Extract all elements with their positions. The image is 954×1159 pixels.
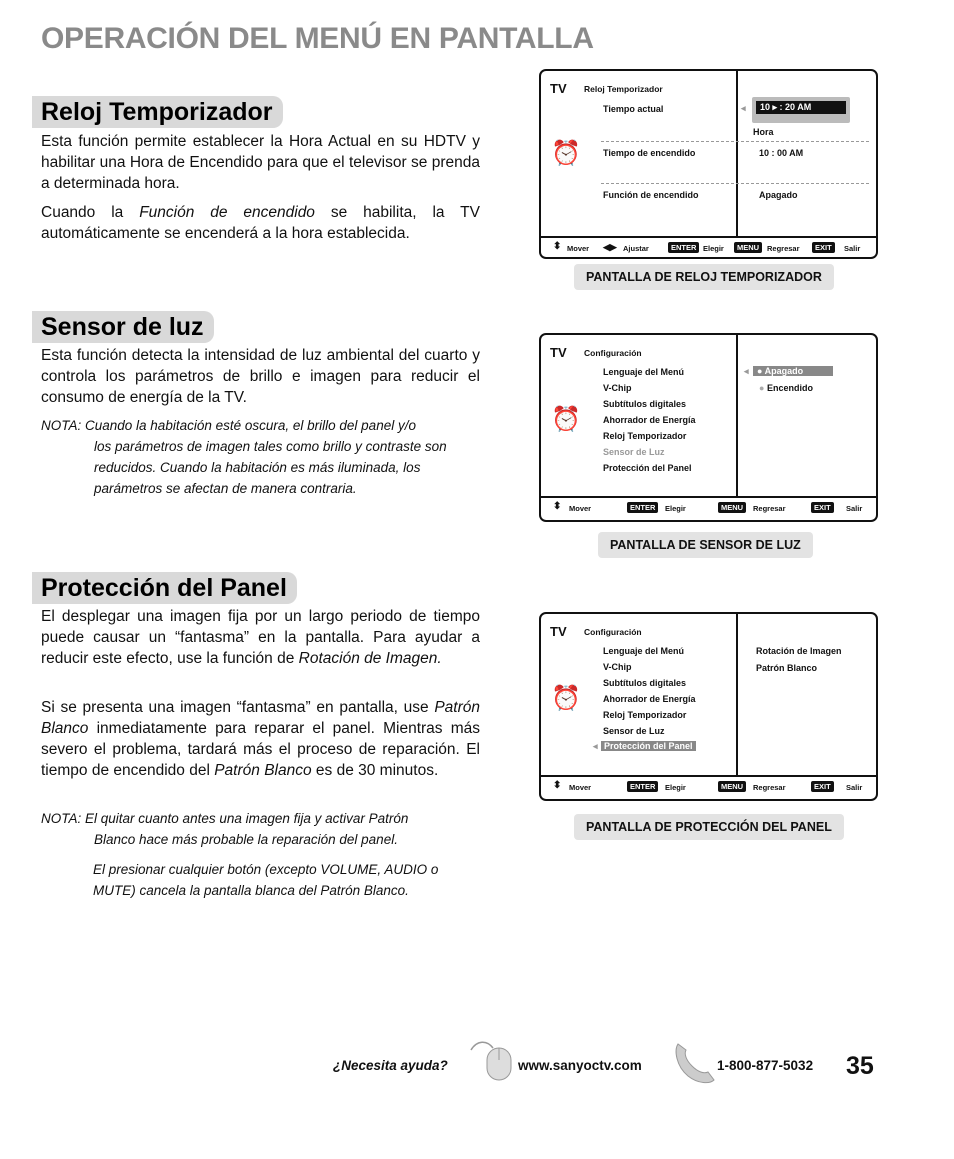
tv-label: TV [550,624,567,639]
option-apagado[interactable]: ● Apagado [753,366,833,376]
sensor-note-cont: los parámetros de imagen tales como brillo y contraste son reducidos. Cuando la habitación es más iluminada, los parámetros se afectan de manera contraria. [94,439,447,496]
footer-salir: Salir [844,244,861,253]
menu-item-proteccion[interactable]: Protección del Panel [601,741,696,751]
menu-item-ahorrador[interactable]: Ahorrador de Energía [603,694,696,704]
enter-key[interactable]: ENTER [668,242,699,253]
footer-mover: Mover [567,244,590,253]
tv-label: TV [550,345,567,360]
page-number: 35 [846,1052,874,1080]
menu-item-sensor[interactable]: Sensor de Luz [603,726,665,736]
caption-sensor: PANTALLA DE SENSOR DE LUZ [598,532,813,558]
footer-regresar: Regresar [753,783,786,792]
menu-key[interactable]: MENU [718,781,746,792]
updown-icon: ⬍ [553,241,562,252]
enter-key[interactable]: ENTER [627,502,658,513]
left-arrow-icon: ◂ [593,741,598,751]
hora-label: Hora [753,127,774,137]
footer-regresar: Regresar [753,504,786,513]
footer-salir: Salir [846,504,863,513]
proteccion-paragraph-2: Si se presenta una imagen “fantasma” en pantalla, use Patrón Blanco inmediatamente para reparar el panel. Mientras más severo el problema, tardará más el proceso de reparación. El tiempo de encendido del Patrón Blanco es de 30 minutos. [41,699,480,779]
row-value-funcion-encendido: Apagado [759,190,798,200]
phone-number: 1-800-877-5032 [717,1058,814,1073]
screen-sensor-de-luz [539,333,878,522]
section-heading-reloj: Reloj Temporizador [32,96,283,128]
footer-mover: Mover [569,504,592,513]
menu-item-lenguaje[interactable]: Lenguaje del Menú [603,646,685,656]
option-rotacion[interactable]: Rotación de Imagen [756,646,842,656]
proteccion-paragraph-1: El desplegar una imagen fija por un largo periodo de tiempo puede causar un “fantasma” en la pantalla. Para ayudar a reducir este efecto, use la función de Rotación de Imagen. [41,608,480,667]
website-link[interactable]: www.sanyoctv.com [518,1058,642,1073]
updown-icon: ⬍ [553,501,562,512]
divider [601,183,869,184]
divider [736,335,738,497]
menu-key[interactable]: MENU [718,502,746,513]
footer-regresar: Regresar [767,244,800,253]
row-value-tiempo-encendido: 10 : 00 AM [759,148,804,158]
left-arrow-icon: ◂ [744,366,749,376]
help-text: ¿Necesita ayuda? [333,1058,448,1073]
menu-item-reloj[interactable]: Reloj Temporizador [603,710,687,720]
footer-elegir: Elegir [665,504,686,513]
screen-reloj-temporizador [539,69,878,259]
menu-item-subtitulos[interactable]: Subtítulos digitales [603,399,687,409]
phone-icon [672,1040,716,1086]
menu-item-subtitulos[interactable]: Subtítulos digitales [603,678,687,688]
menu-item-ahorrador[interactable]: Ahorrador de Energía [603,415,696,425]
tv-label: TV [550,81,567,96]
clock-mascot-icon: ⏰ [551,685,581,712]
page-title: OPERACIÓN DEL MENÚ EN PANTALLA [41,22,594,55]
menu-key[interactable]: MENU [734,242,762,253]
clock-mascot-icon: ⏰ [551,406,581,433]
menu-title: Configuración [584,627,642,637]
clock-mascot-icon: ⏰ [551,140,581,167]
menu-item-vchip[interactable]: V-Chip [603,662,632,672]
sensor-paragraph-1: Esta función detecta la intensidad de luz ambiental del cuarto y controla los parámetros de brillo e imagen para reducir el consumo de energía de la TV. [41,347,480,406]
mouse-icon [469,1038,515,1084]
exit-key[interactable]: EXIT [812,242,835,253]
reloj-paragraph-2: Cuando la Función de encendido se habilita, la TV automáticamente se encenderá a la hora establecida. [41,204,480,242]
menu-title: Configuración [584,348,642,358]
divider [541,496,876,498]
proteccion-note-cont: Blanco hace más probable la reparación del panel. [94,832,398,847]
menu-title: Reloj Temporizador [584,84,663,94]
exit-key[interactable]: EXIT [811,502,834,513]
footer-mover: Mover [569,783,592,792]
caption-proteccion: PANTALLA DE PROTECCIÓN DEL PANEL [574,814,844,840]
option-patron-blanco[interactable]: Patrón Blanco [756,663,818,673]
menu-item-lenguaje[interactable]: Lenguaje del Menú [603,367,685,377]
row-label-funcion-encendido[interactable]: Función de encendido [603,190,699,200]
divider [736,71,738,237]
updown-icon: ⬍ [553,780,562,791]
left-arrow-icon: ◂ [741,103,746,113]
footer-elegir: Elegir [703,244,724,253]
menu-item-sensor[interactable]: Sensor de Luz [603,447,665,457]
menu-item-reloj[interactable]: Reloj Temporizador [603,431,687,441]
sensor-note: NOTA: Cuando la habitación esté oscura, el brillo del panel y/o [41,418,416,433]
divider [541,775,876,777]
divider [736,614,738,776]
option-encendido[interactable]: ● Encendido [759,383,813,393]
footer-ajustar: Ajustar [623,244,649,253]
proteccion-note: NOTA: El quitar cuanto antes una imagen fija y activar Patrón [41,811,409,826]
proteccion-note-2: El presionar cualquier botón (excepto VOLUME, AUDIO o MUTE) cancela la pantalla blanca del Patrón Blanco. [93,862,439,898]
reloj-paragraph-1: Esta función permite establecer la Hora Actual en su HDTV y habilitar una Hora de Encendido para que el televisor se prenda a determinada hora. [41,133,480,192]
enter-key[interactable]: ENTER [627,781,658,792]
row-label-tiempo-encendido[interactable]: Tiempo de encendido [603,148,696,158]
divider [541,236,876,238]
screen-proteccion-panel [539,612,878,801]
menu-item-proteccion[interactable]: Protección del Panel [603,463,692,473]
menu-item-vchip[interactable]: V-Chip [603,383,632,393]
divider [601,141,869,142]
row-label-tiempo-actual[interactable]: Tiempo actual [603,104,664,114]
current-time-value[interactable]: 10 ▸ : 20 AM [756,101,846,114]
footer-salir: Salir [846,783,863,792]
caption-reloj: PANTALLA DE RELOJ TEMPORIZADOR [574,264,834,290]
leftright-icon: ◀▶ [603,242,617,252]
footer-elegir: Elegir [665,783,686,792]
section-heading-proteccion: Protección del Panel [32,572,297,604]
section-heading-sensor: Sensor de luz [32,311,214,343]
exit-key[interactable]: EXIT [811,781,834,792]
